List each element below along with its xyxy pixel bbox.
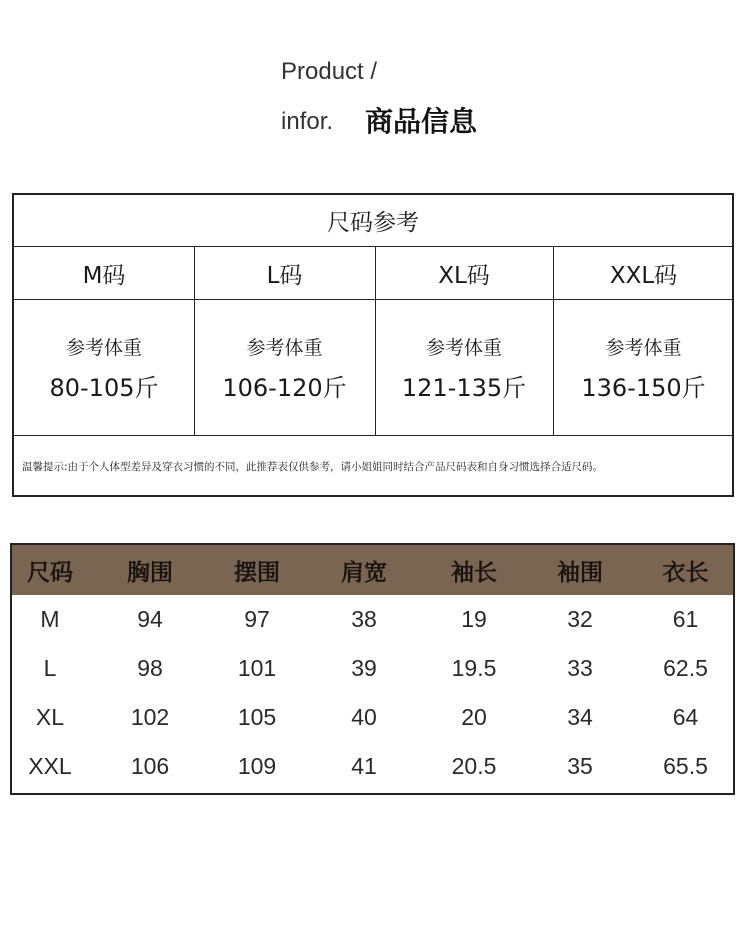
table-cell: 94 <box>137 606 163 632</box>
header-english-line2: infor. <box>281 108 334 135</box>
table-cell: L <box>43 655 57 681</box>
size-tip-note: 温馨提示:由于个人体型差异及穿衣习惯的不同，此推荐表仅供参考，请小姐姐同时结合产品尺码表和自身习惯选择合适尺码。 <box>22 461 604 473</box>
weight-label: 参考体重 <box>65 336 142 359</box>
weight-cell-m <box>14 299 194 436</box>
column-header-shoulder: 肩宽 <box>341 559 387 586</box>
size-label-l: L码 <box>266 262 303 289</box>
weight-cell-xxl <box>553 299 734 436</box>
table-header-row <box>12 545 733 595</box>
table-cell: 19 <box>461 606 487 632</box>
column-header-bust: 胸围 <box>127 559 173 586</box>
weight-cell-xl <box>375 299 553 436</box>
weight-label: 参考体重 <box>425 336 502 359</box>
table-cell: 62.5 <box>663 655 708 681</box>
table-cell: 64 <box>672 704 699 730</box>
weight-label: 参考体重 <box>605 336 682 359</box>
table-cell: 102 <box>130 704 170 730</box>
table-cell: M <box>40 606 60 632</box>
column-header-sleeve-length: 袖长 <box>451 559 497 586</box>
table-cell: 19.5 <box>451 655 497 681</box>
header-english-line1: Product / <box>281 58 378 85</box>
weight-value: 80-105斤 <box>49 373 159 402</box>
size-label-m: M码 <box>82 262 126 289</box>
table-cell: 106 <box>130 753 170 779</box>
column-header-sleeve-width: 袖围 <box>557 559 603 586</box>
table-cell: XL <box>35 704 65 730</box>
weight-value: 106-120斤 <box>222 373 347 402</box>
table-cell: 101 <box>237 655 277 681</box>
table-cell: XXL <box>28 753 72 779</box>
size-label-xxl: XXL码 <box>609 262 678 289</box>
table-cell: 41 <box>351 753 377 779</box>
table-cell: 105 <box>237 704 277 730</box>
size-label-xl: XL码 <box>438 262 490 289</box>
table-cell: 109 <box>237 753 277 779</box>
column-header-length: 衣长 <box>662 559 709 586</box>
table-cell: 40 <box>351 704 377 730</box>
column-header-size: 尺码 <box>27 559 73 586</box>
table-cell: 35 <box>567 753 593 779</box>
weight-value: 121-135斤 <box>401 373 527 402</box>
table-cell: 98 <box>137 655 163 681</box>
size-reference-table <box>12 193 734 497</box>
table-cell: 32 <box>567 606 593 632</box>
measurement-table <box>10 543 735 795</box>
table-cell: 34 <box>567 704 593 730</box>
table-cell: 61 <box>672 606 699 632</box>
weight-cell-l <box>194 299 375 436</box>
page-title: 商品信息 <box>365 105 478 138</box>
column-header-hem: 摆围 <box>234 559 280 586</box>
table-cell: 97 <box>244 606 270 632</box>
table-cell: 38 <box>351 606 377 632</box>
table-cell: 39 <box>351 655 377 681</box>
table-cell: 20 <box>461 704 487 730</box>
table-cell: 20.5 <box>451 753 497 779</box>
table-cell: 65.5 <box>663 753 708 779</box>
weight-value: 136-150斤 <box>581 373 706 402</box>
table-cell: 33 <box>567 655 593 681</box>
weight-label: 参考体重 <box>246 336 323 359</box>
size-reference-title: 尺码参考 <box>14 195 732 247</box>
